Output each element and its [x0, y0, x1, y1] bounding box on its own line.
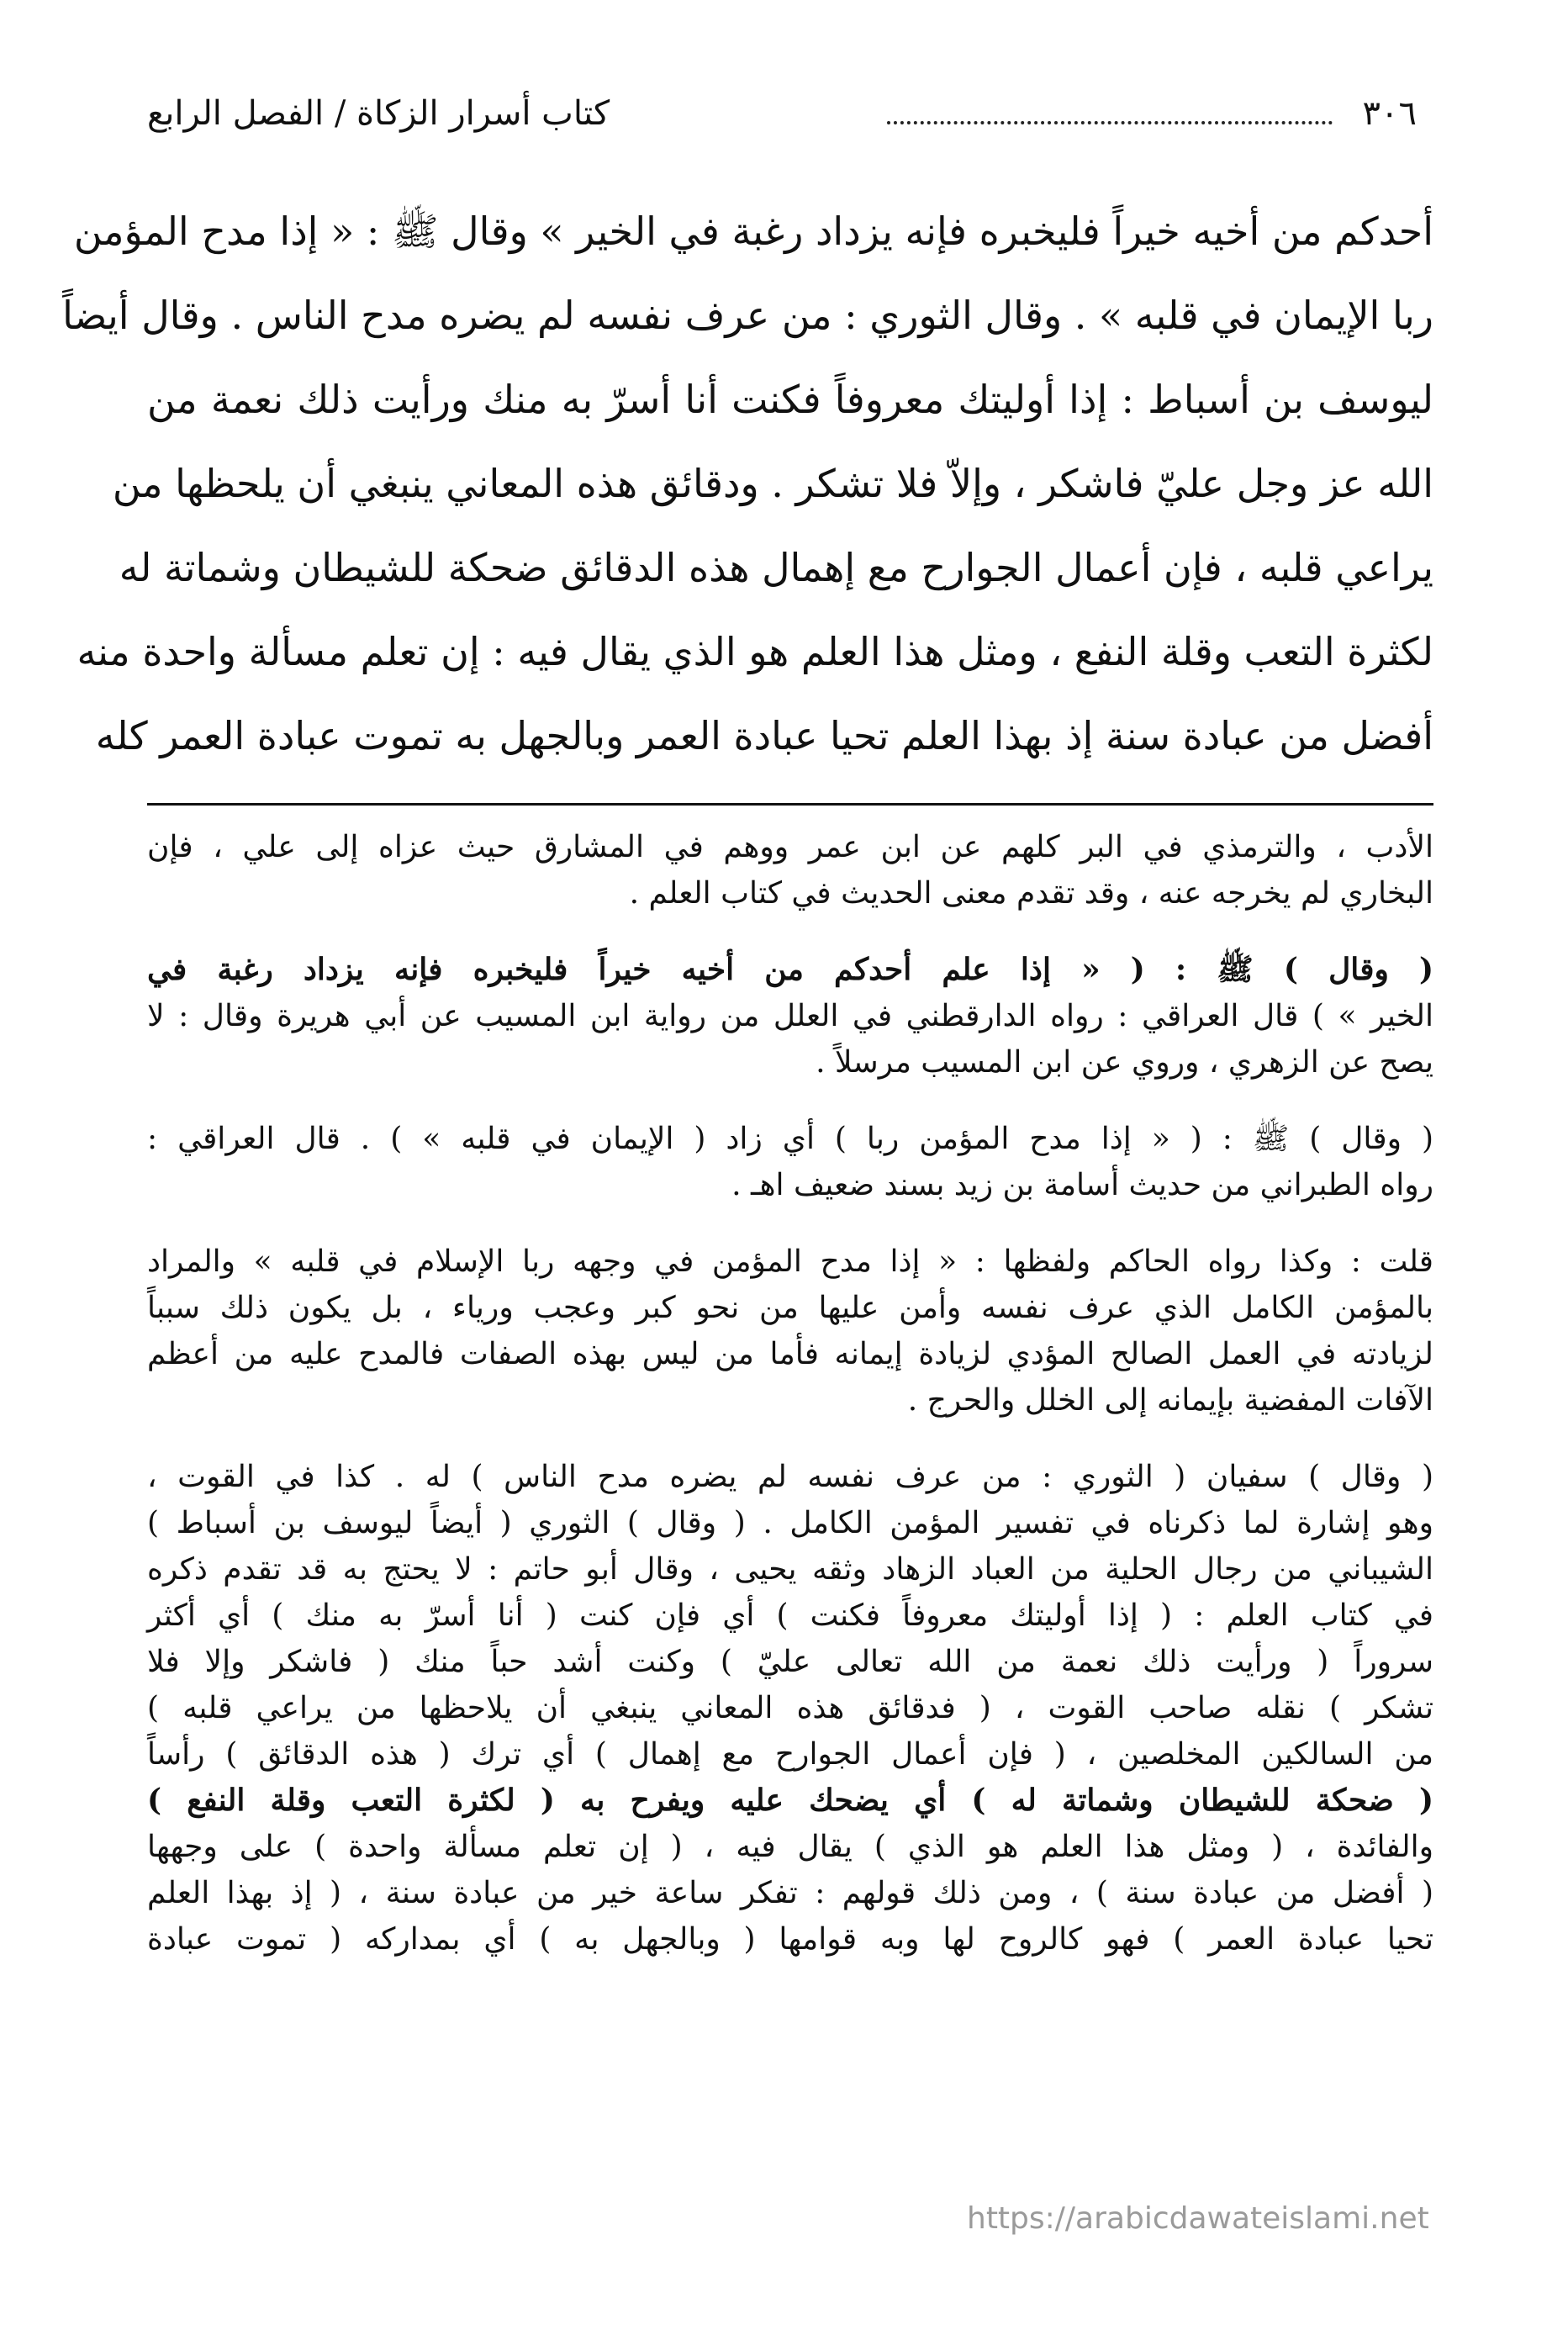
main-text-line: أفضل من عبادة سنة إذ بهذا العلم تحيا عبادة العمر وبالجهل به تموت عبادة العمر كله	[95, 713, 1433, 758]
commentary-line: ( وقال ) ﷺ : ( « إذا مدح المؤمن ربا ) أي زاد ( الإيمان في قلبه » ) . قال العراقي :	[147, 1122, 1433, 1156]
main-text-line: لكثرة التعب وقلة النفع ، ومثل هذا العلم هو الذي يقال فيه : إن تعلم مسألة واحدة منه	[77, 629, 1433, 674]
commentary-line: في كتاب العلم : ( إذا أوليتك معروفاً فكنت ) أي فإن كنت ( أنا أسرّ به منك ) أي أكثر	[147, 1598, 1433, 1633]
commentary-line: تشكر ) نقله صاحب القوت ، ( فدقائق هذه المعاني ينبغي أن يلاحظها من يراعي قلبه )	[147, 1691, 1433, 1725]
commentary-line: الأدب ، والترمذي في البر كلهم عن ابن عمر ووهم في المشارق حيث عزاه إلى علي ، فإن	[147, 830, 1433, 864]
commentary-line: رواه الطبراني من حديث أسامة بن زيد بسند ضعيف اهـ .	[731, 1168, 1433, 1202]
watermark-url: https://arabicdawateislami.net	[967, 2201, 1429, 2236]
paragraph-gap	[147, 1208, 1433, 1239]
header-leader-dots	[887, 121, 1333, 124]
commentary-line: لزيادته في العمل الصالح المؤدي لزيادة إيمانه فأما من ليس بهذه الصفات فالمدح عليه من أعظم	[147, 1337, 1433, 1371]
main-text-line: الله عز وجل عليّ فاشكر ، وإلاّ فلا تشكر . ودقائق هذه المعاني ينبغي أن يلحظها من	[112, 461, 1433, 506]
commentary-line: من السالكين المخلصين ، ( فإن أعمال الجوارح مع إهمال ) أي ترك ( هذه الدقائق ) رأساً	[147, 1737, 1433, 1772]
commentary-line: ( ضحكة للشيطان وشماتة له ) أي يضحك عليه ويفرح به ( لكثرة التعب وقلة النفع )	[147, 1783, 1433, 1818]
paragraph-gap	[147, 917, 1433, 947]
main-text-line: ربا الإيمان في قلبه » . وقال الثوري : من عرف نفسه لم يضره مدح الناس . وقال أيضاً	[62, 293, 1433, 338]
running-title: كتاب أسرار الزكاة / الفصل الرابع	[147, 94, 610, 133]
main-text	[62, 189, 1433, 778]
running-header	[147, 84, 1433, 143]
commentary-line: ( وقال ) سفيان ( الثوري : من عرف نفسه لم يضره مدح الناس ) له . كذا في القوت ،	[147, 1460, 1433, 1494]
commentary-line: ( أفضل من عبادة سنة ) ، ومن ذلك قولهم : تفكر ساعة خير من عبادة سنة ، ( إذ بهذا العلم	[147, 1876, 1433, 1910]
commentary-line: يصح عن الزهري ، وروي عن ابن المسيب مرسلاً .	[816, 1045, 1433, 1080]
commentary-line: تحيا عبادة العمر ) فهو كالروح لها وبه قوامها ( وبالجهل به ) أي بمداركه ( تموت عبادة	[147, 1922, 1433, 1957]
main-text-line: أحدكم من أخيه خيراً فليخبره فإنه يزداد رغبة في الخير » وقال ﷺ : « إذا مدح المؤمن	[73, 209, 1433, 254]
commentary-line: وهو إشارة لما ذكرناه في تفسير المؤمن الكامل . ( وقال ) الثوري ( أيضاً ليوسف بن أسباط )	[147, 1506, 1433, 1540]
commentary-line: سروراً ( ورأيت ذلك نعمة من الله تعالى عليّ ) وكنت أشد حباً منك ( فاشكر وإلا فلا	[147, 1645, 1433, 1679]
commentary-line: ( وقال ) ﷺ : ( « إذا علم أحدكم من أخيه خيراً فليخبره فإنه يزداد رغبة في	[147, 952, 1433, 987]
commentary-line: قلت : وكذا رواه الحاكم ولفظها : « إذا مدح المؤمن في وجهه ربا الإسلام في قلبه » والمراد	[147, 1244, 1433, 1279]
commentary-line: الخير » ) قال العراقي : رواه الدارقطني في العلل من رواية ابن المسيب عن أبي هريرة وقال : لا	[147, 999, 1433, 1033]
commentary-line: والفائدة ، ( ومثل هذا العلم هو الذي ) يقال فيه ، ( إن تعلم مسألة واحدة ) على وجهها	[147, 1830, 1433, 1864]
commentary-line: بالمؤمن الكامل الذي عرف نفسه وأمن عليها من نحو كبر وعجب ورياء ، بل يكون ذلك سبباً	[147, 1291, 1433, 1325]
commentary-line: البخاري لم يخرجه عنه ، وقد تقدم معنى الحديث في كتاب العلم .	[629, 876, 1433, 911]
document-page	[62, 84, 1433, 2270]
paragraph-gap	[147, 1424, 1433, 1454]
page-number: ٣٠٦	[1362, 94, 1417, 133]
main-text-line: ليوسف بن أسباط : إذا أوليتك معروفاً فكنت أنا أسرّ به منك ورأيت ذلك نعمة من	[147, 377, 1433, 422]
commentary-line: الآفات المفضية بإيمانه إلى الخلل والحرج .	[907, 1383, 1433, 1418]
main-text-line: يراعي قلبه ، فإن أعمال الجوارح مع إهمال هذه الدقائق ضحكة للشيطان وشماتة له	[119, 545, 1433, 590]
paragraph-gap	[147, 1086, 1433, 1116]
footnote-separator	[147, 803, 1433, 806]
commentary	[147, 824, 1433, 1963]
commentary-line: الشيباني من رجال الحلية من العباد الزهاد وثقه يحيى ، وقال أبو حاتم : لا يحتج به قد تقدم ذكره	[147, 1552, 1433, 1587]
